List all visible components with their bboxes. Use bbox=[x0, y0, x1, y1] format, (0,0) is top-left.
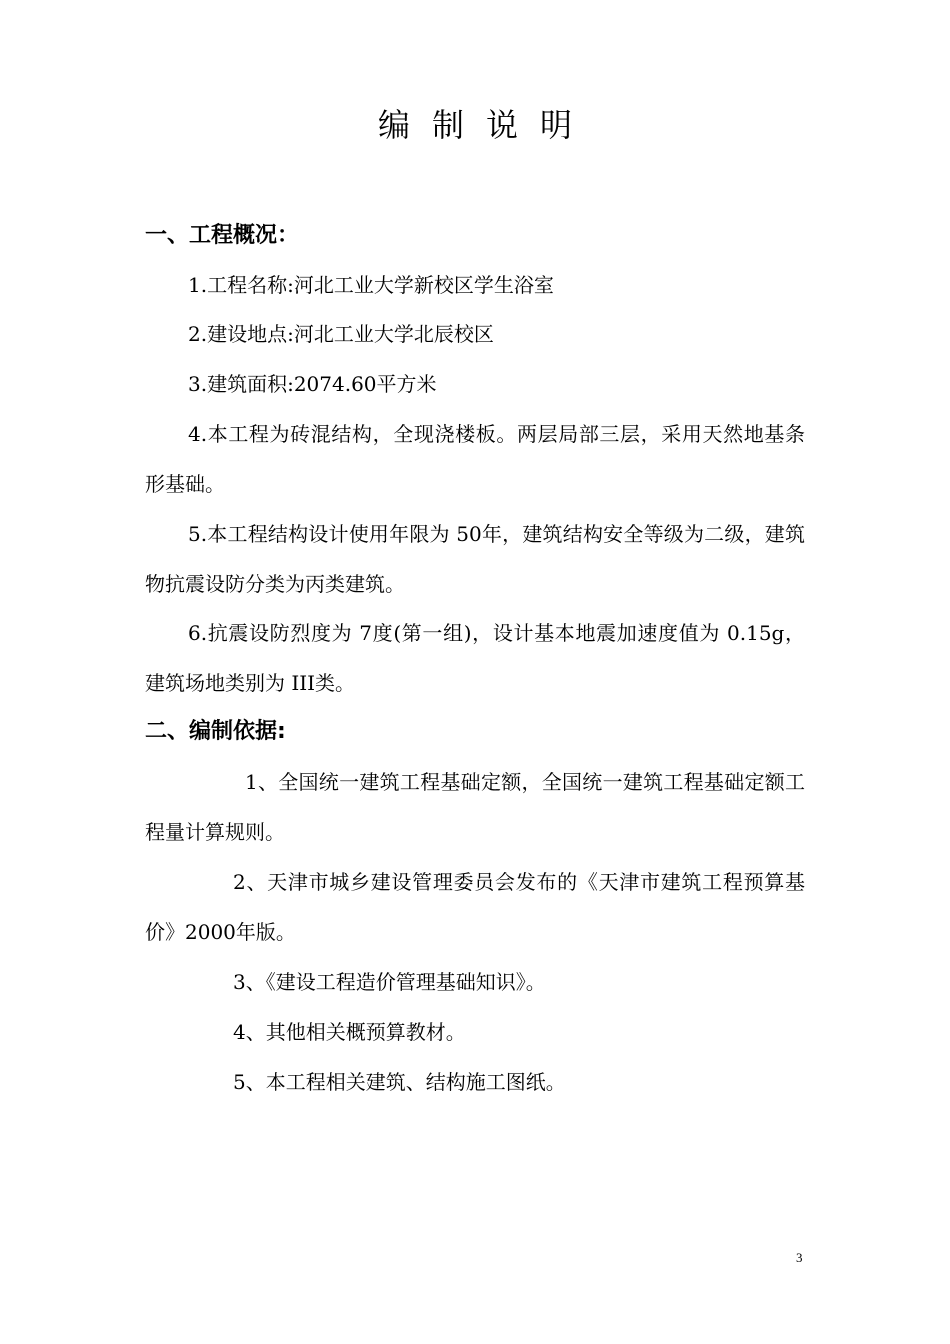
basis-item-3: 3、《建设工程造价管理基础知识》。 bbox=[233, 970, 546, 994]
page-number: 3 bbox=[796, 1250, 803, 1265]
project-name: 1.工程名称:河北工业大学新校区学生浴室 bbox=[188, 273, 554, 297]
project-location: 2.建设地点:河北工业大学北辰校区 bbox=[188, 322, 494, 346]
seismic-info: 6.抗震设防烈度为 7度(第一组)，设计基本地震加速度值为 0.15g， 建筑场地类别为 III类。 bbox=[145, 621, 805, 695]
structure-description: 4.本工程为砖混结构，全现浇楼板。两层局部三层，采用天然地基条形基础。 bbox=[145, 422, 805, 496]
basis-item-1: 1、全国统一建筑工程基础定额，全国统一建筑工程基础定额工程量计算规则。 bbox=[145, 770, 805, 844]
basis-item-5: 5、本工程相关建筑、结构施工图纸。 bbox=[233, 1070, 566, 1094]
basis-item-2: 2、天津市城乡建设管理委员会发布的《天津市建筑工程预算基价》2000年版。 bbox=[145, 870, 805, 944]
building-area: 3.建筑面积:2074.60平方米 bbox=[188, 372, 437, 396]
design-life: 5.本工程结构设计使用年限为 50年，建筑结构安全等级为二级，建筑物抗震设防分类为丙类建筑。 bbox=[145, 522, 805, 596]
section-heading-basis: 二、编制依据: bbox=[145, 719, 286, 744]
section-heading-overview: 一、工程概况： bbox=[145, 223, 300, 248]
basis-item-4: 4、其他相关概预算教材。 bbox=[233, 1020, 466, 1044]
page-title: 编制说明 bbox=[377, 106, 594, 144]
